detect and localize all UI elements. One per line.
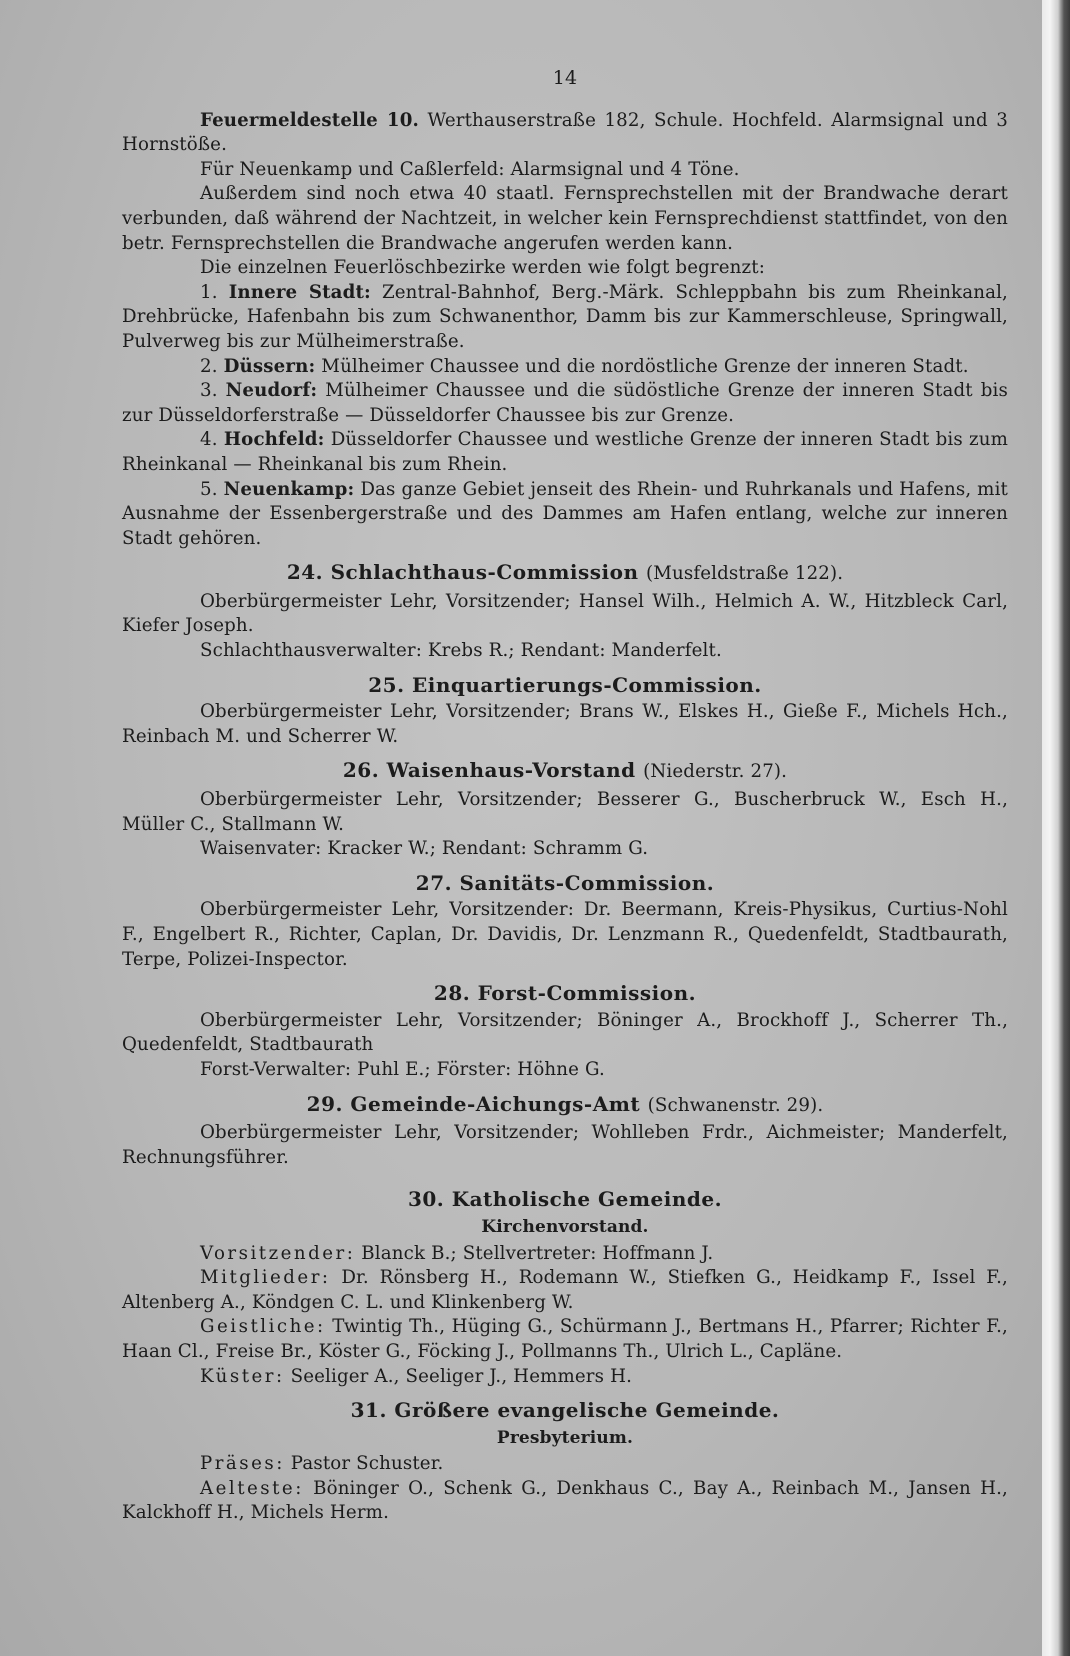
district-name: Hochfeld:	[223, 429, 325, 451]
role-line	[122, 1365, 1008, 1390]
district-text: Zentral-Bahnhof, Berg.-Märk. Schleppbahn bis zum Rheinkanal, Drehbrücke, Hafenbahn bis zum Schwanenthor, Damm bis zur Kammerschleuse, Springwall, Pulverweg bis zur Mülheimerstraße.	[122, 281, 1008, 352]
role-text: Seeliger A., Seeliger J., Hemmers H.	[290, 1365, 633, 1387]
feuermeldestelle-text: Werthauserstraße 182, Schule. Hochfeld. Alarmsignal und 3 Hornstöße.	[122, 109, 1008, 156]
page-edge	[1042, 0, 1070, 1656]
district-number: 2.	[200, 355, 218, 377]
section-subheading: Presbyterium.	[496, 1427, 634, 1448]
section-subheading: Kirchenvorstand.	[481, 1216, 649, 1237]
role-text: Pastor Schuster.	[290, 1453, 444, 1475]
role-line	[122, 1452, 1008, 1477]
feuermeldestelle-paragraph	[122, 109, 1008, 158]
district-item	[122, 281, 1008, 355]
section-heading-26	[122, 758, 1008, 785]
page-number: 14	[552, 67, 578, 89]
section-heading-24	[122, 560, 1008, 587]
section-members: Oberbürgermeister Lehr, Vorsitzender: Dr. Beermann, Kreis-Physikus, Curtius-Nohl F., Engelbert R., Richter, Caplan, Dr. Davidis, Dr. Lenzmann R., Quedenfeldt, Stadtbaurath, Terpe, Polizei-Inspector.	[122, 899, 1008, 970]
section-members: Oberbürgermeister Lehr, Vorsitzender; Hansel Wilh., Helmich A. W., Hitzbleck Carl, Kiefer Joseph.	[122, 590, 1008, 637]
district-name: Neuenkamp:	[223, 478, 355, 500]
role-text: Dr. Rönsberg H., Rodemann W., Stiefken G., Heidkamp F., Issel F., Altenberg A., Köndgen C. L. und Klinkenberg W.	[122, 1267, 1008, 1313]
section-members: Oberbürgermeister Lehr, Vorsitzender; Besserer G., Buscherbruck W., Esch H., Müller C., Stallmann W.	[122, 789, 1008, 835]
section-heading-31: 31. Größere evangelische Gemeinde.	[350, 1398, 780, 1423]
section-members: Oberbürgermeister Lehr, Vorsitzender; Böninger A., Brockhoff J., Scherrer Th., Quedenfeldt, Stadtbaurath	[122, 1009, 1008, 1056]
district-name: Innere Stadt:	[228, 281, 371, 303]
role-text: Blanck B.; Stellvertreter: Hoffmann J.	[361, 1242, 714, 1264]
section-heading-27: 27. Sanitäts-Commission.	[415, 870, 715, 895]
section-heading-25: 25. Einquartierungs-Commission.	[368, 672, 762, 697]
district-item	[122, 355, 1008, 380]
district-number: 5.	[200, 478, 218, 500]
role-line	[122, 1242, 1008, 1267]
section-address: (Niederstr. 27).	[643, 761, 788, 783]
section-staff: Forst-Verwalter: Puhl E.; Förster: Höhne G.	[200, 1058, 605, 1080]
district-item	[122, 379, 1008, 428]
role-label: Aelteste:	[200, 1477, 304, 1499]
district-name: Neudorf:	[225, 380, 318, 402]
section-staff: Waisenvater: Kracker W.; Rendant: Schramm G.	[200, 838, 649, 860]
section-title: 29. Gemeinde-Aichungs-Amt	[306, 1091, 641, 1116]
role-line	[122, 1266, 1008, 1315]
district-item	[122, 478, 1008, 552]
section-heading-30: 30. Katholische Gemeinde.	[407, 1187, 723, 1212]
district-text: Mülheimer Chaussee und die südöstliche Grenze der inneren Stadt bis zur Düsseldorferstraße — Düsseldorfer Chaussee bis zur Grenze.	[122, 380, 1008, 426]
role-label: Küster:	[200, 1365, 285, 1387]
fernsprech-paragraph: Außerdem sind noch etwa 40 staatl. Fernsprechstellen mit der Brandwache derart verbunden, daß während der Nachtzeit, in welcher kein Fernsprechdienst stattfindet, von den betr. Fernsprechstellen die Brandwache angerufen werden kann.	[122, 183, 1008, 254]
bezirke-intro: Die einzelnen Feuerlöschbezirke werden wie folgt begrenzt:	[200, 257, 766, 279]
district-number: 3.	[200, 380, 218, 402]
section-title: 26. Waisenhaus-Vorstand	[342, 758, 636, 783]
section-address: (Schwanenstr. 29).	[647, 1094, 824, 1116]
district-text: Düsseldorfer Chaussee und westliche Grenze der inneren Stadt bis zum Rheinkanal — Rheinkanal bis zum Rhein.	[122, 429, 1008, 475]
section-address: (Musfeldstraße 122).	[646, 563, 844, 585]
district-name: Düssern:	[223, 355, 316, 377]
role-text: Twintig Th., Hüging G., Schürmann J., Bertmans H., Pfarrer; Richter F., Haan Cl., Freise Br., Köster G., Föcking J., Pollmanns Th., Ulrich L., Capläne.	[122, 1316, 1008, 1362]
feuermeldestelle-label: Feuermeldestelle 10.	[200, 109, 419, 131]
district-item	[122, 428, 1008, 477]
section-heading-28: 28. Forst-Commission.	[433, 981, 697, 1006]
section-heading-29	[122, 1092, 1008, 1119]
role-label: Präses:	[200, 1453, 285, 1475]
section-title: 24. Schlachthaus-Commission	[286, 560, 639, 585]
district-number: 4.	[200, 429, 218, 451]
page-text	[122, 66, 1008, 1526]
district-number: 1.	[200, 281, 218, 303]
section-members: Oberbürgermeister Lehr, Vorsitzender; Wohlleben Frdr., Aichmeister; Manderfelt, Rechnungsführer.	[122, 1122, 1008, 1168]
spacer	[122, 1170, 1008, 1178]
role-line	[122, 1477, 1008, 1526]
neuenkamp-line: Für Neuenkamp und Caßlerfeld: Alarmsignal und 4 Töne.	[200, 158, 740, 180]
role-text: Böninger O., Schenk G., Denkhaus C., Bay A., Reinbach M., Jansen H., Kalckhoff H., Michels Herm.	[122, 1477, 1008, 1524]
role-line	[122, 1315, 1008, 1364]
section-staff: Schlachthausverwalter: Krebs R.; Rendant: Manderfelt.	[200, 640, 722, 662]
district-text: Das ganze Gebiet jenseit des Rhein- und Ruhrkanals und Hafens, mit Ausnahme der Essenbergerstraße und des Dammes am Hafen entlang, welche zur inneren Stadt gehören.	[122, 478, 1009, 549]
district-text: Mülheimer Chaussee und die nordöstliche Grenze der inneren Stadt.	[321, 355, 969, 377]
role-label: Mitglieder:	[200, 1267, 331, 1289]
section-members: Oberbürgermeister Lehr, Vorsitzender; Brans W., Elskes H., Gieße F., Michels Hch., Reinbach M. und Scherrer W.	[122, 701, 1008, 747]
role-label: Vorsitzender:	[200, 1242, 356, 1264]
role-label: Geistliche:	[200, 1316, 326, 1338]
